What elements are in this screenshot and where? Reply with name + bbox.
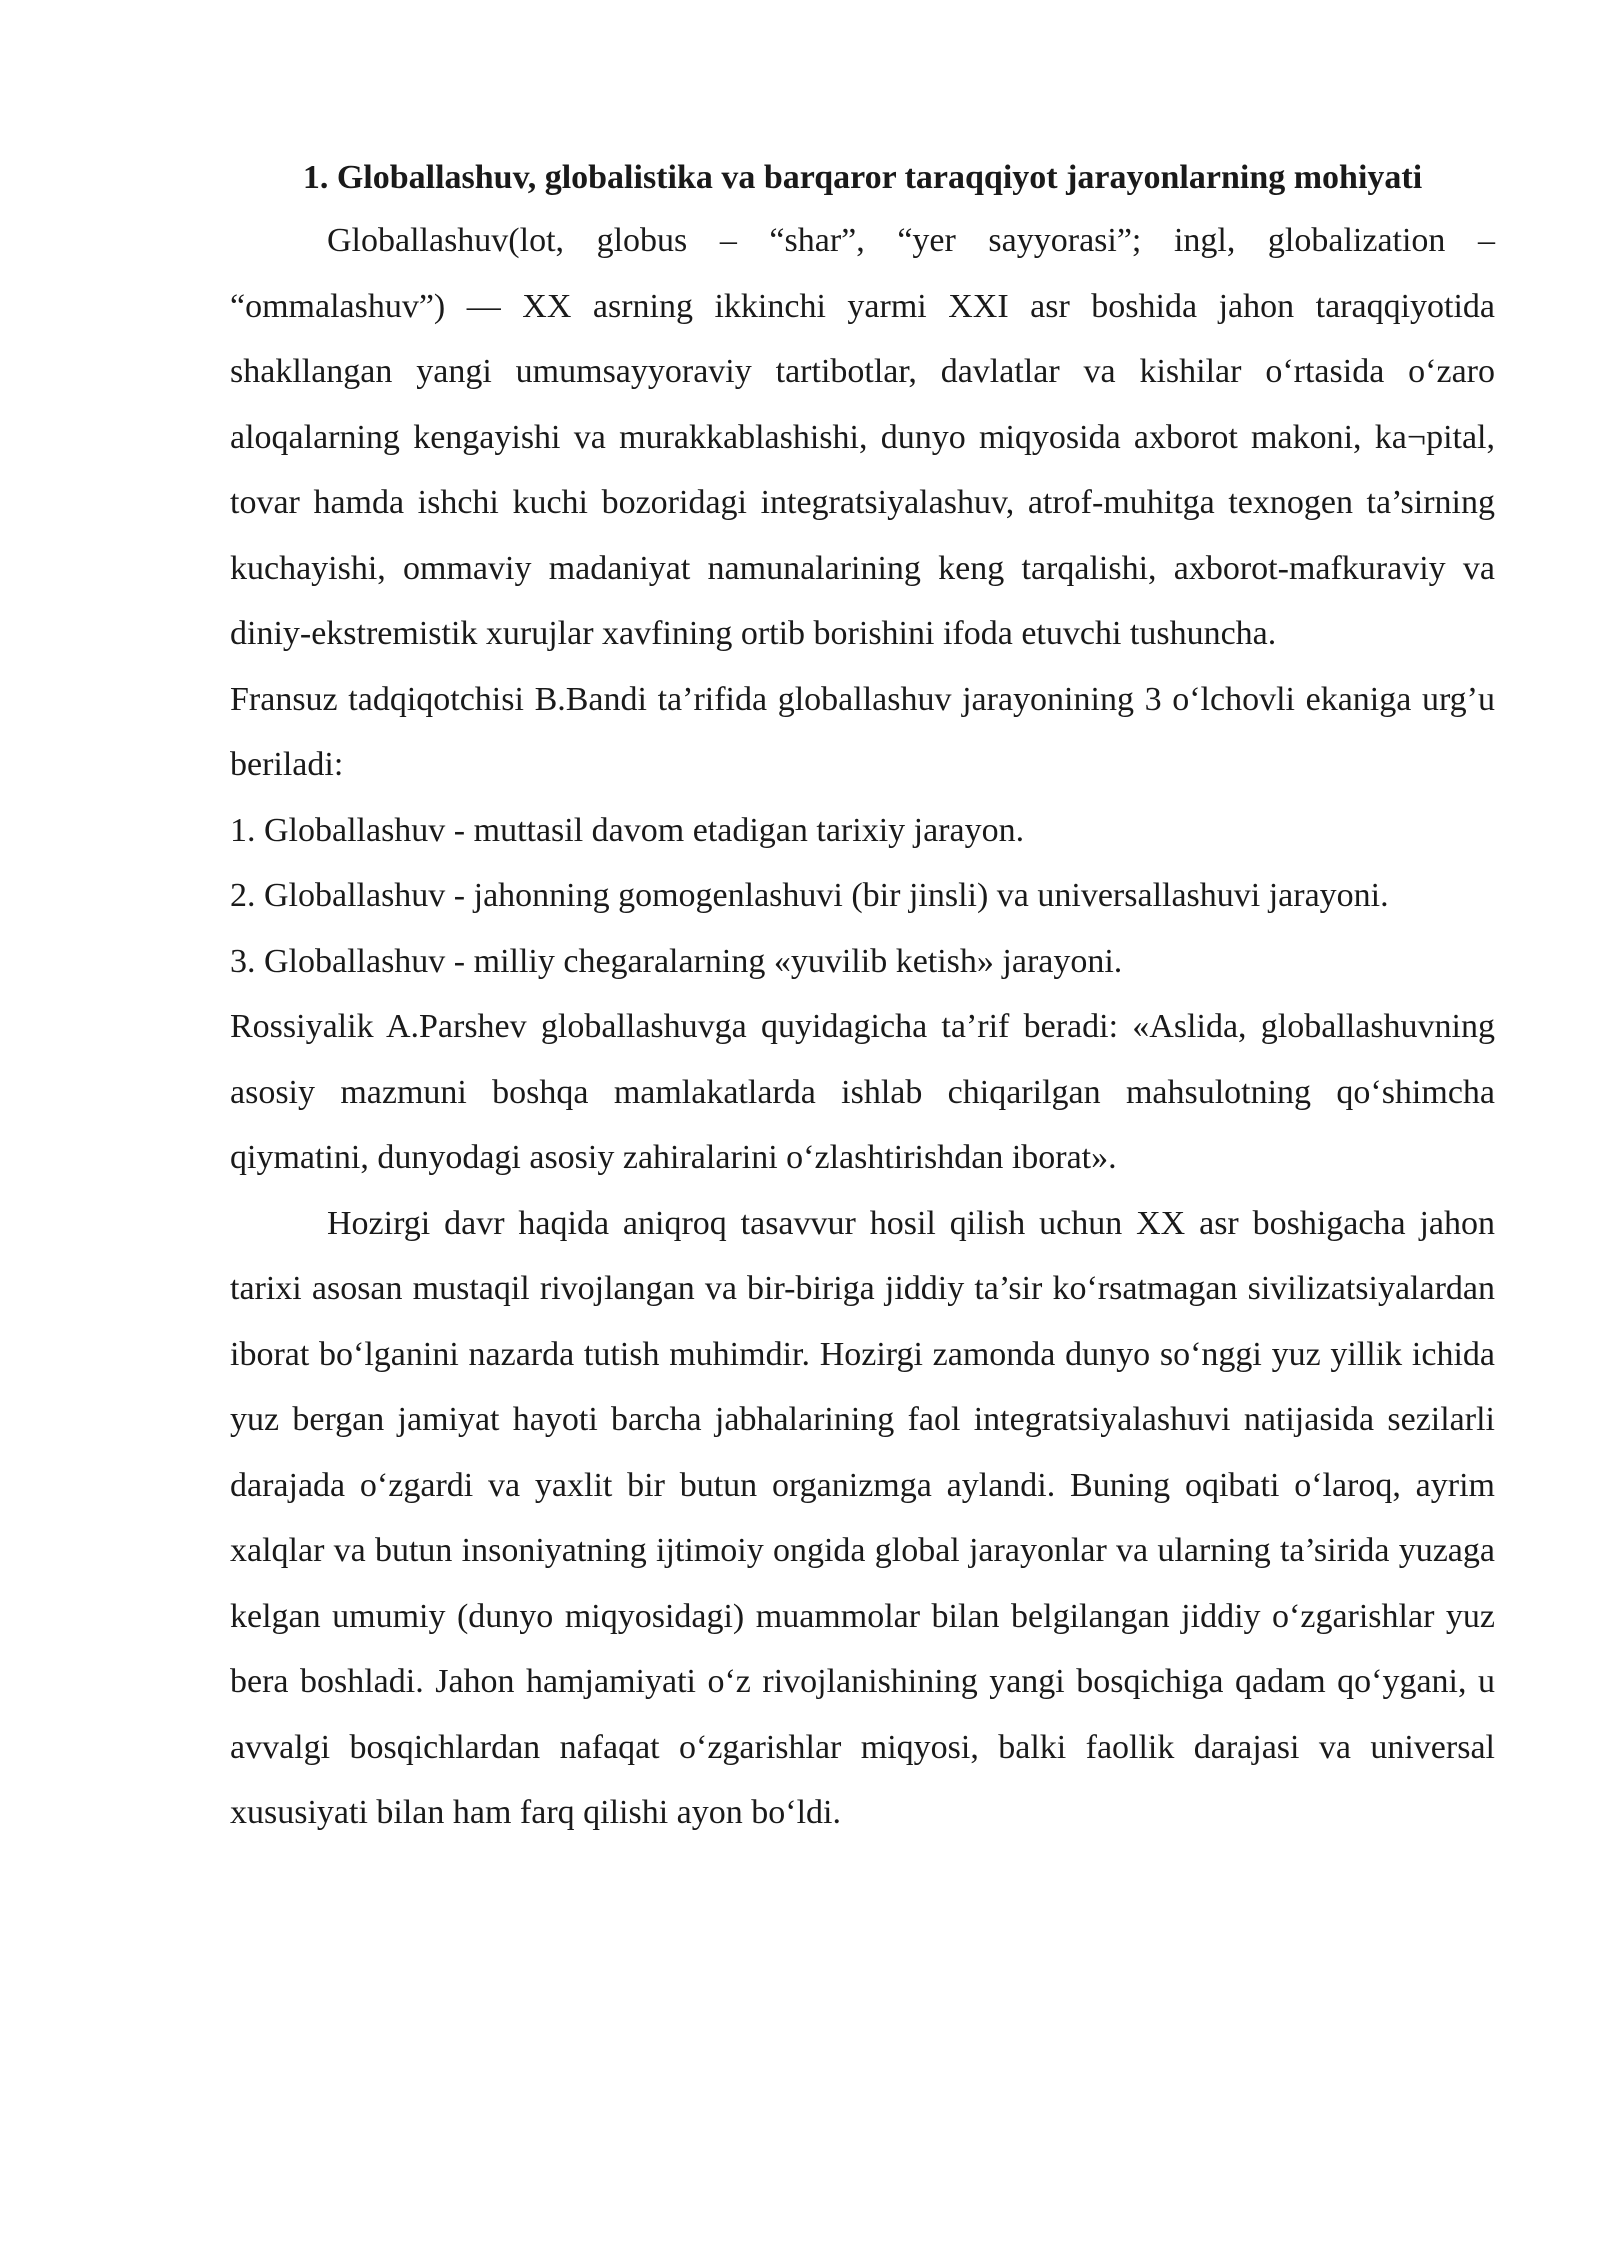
paragraph-bandi-intro: Fransuz tadqiqotchisi B.Bandi ta’rifida globallashuv jarayonining 3 oʻlchovli ekaniga urg’u beriladi: xyxy=(230,680,1495,783)
list-item-1: 1. Globallashuv - muttasil davom etadigan tarixiy jarayon. xyxy=(230,811,1025,849)
paragraph-parshev: Rossiyalik A.Parshev globallashuvga quyidagicha ta’rif beradi: «Aslida, globallashuvning asosiy mazmuni boshqa mamlakatlarda ishlab chiqarilgan mahsulotning qoʻshimcha qiymatini, dunyodagi asosiy zahiralarini oʻzlashtirishdan iborat». xyxy=(230,1008,1495,1176)
section-title: 1. Globallashuv, globalistika va barqaror taraqqiyot jarayonlarning mohiyati xyxy=(302,159,1423,196)
paragraph-definition: Globallashuv(lot, globus – “shar”, “yer sayyorasi”; ingl, globalization – “ommalashuv”) — XX asrning ikkinchi yarmi XXI asr boshida jahon taraqqiyotida shakllangan yangi umumsayyoraviy tartibotlar, davlatlar va kishilar oʻrtasida oʻzaro aloqalarning kengayishi va murakkablashishi, dunyo miqyosida axborot makoni, ka¬pital, tovar hamda ishchi kuchi bozoridagi integratsiyalashuv, atrof-muhitga texnogen ta’sirning kuchayishi, ommaviy madaniyat namunalarining keng tarqalishi, axborot-mafkuraviy va diniy-ekstremistik xurujlar xavfining ortib borishini ifoda etuvchi tushuncha. xyxy=(230,222,1495,652)
list-item-2: 2. Globallashuv - jahonning gomogenlashuvi (bir jinsli) va universallashuvi jarayoni. xyxy=(230,877,1389,914)
list-item-3: 3. Globallashuv - milliy chegaralarning «yuvilib ketish» jarayoni. xyxy=(230,942,1123,980)
document-page xyxy=(230,148,1495,1846)
paragraph-modern-era: Hozirgi davr haqida aniqroq tasavvur hosil qilish uchun XX asr boshigacha jahon tarixi asosan mustaqil rivojlangan va bir-biriga jiddiy ta’sir koʻrsatmagan sivilizatsiyalardan iborat boʻlganini nazarda tutish muhimdir. Hozirgi zamonda dunyo soʻnggi yuz yillik ichida yuz bergan jamiyat hayoti barcha jabhalarining faol integratsiyalashuvi natijasida sezilarli darajada oʻzgardi va yaxlit bir butun organizmga aylandi. Buning oqibati oʻlaroq, ayrim xalqlar va butun insoniyatning ijtimoiy ongida global jarayonlar va ularning ta’sirida yuzaga kelgan umumiy (dunyo miqyosidagi) muammolar bilan belgilangan jiddiy oʻzgarishlar yuz bera boshladi. Jahon hamjamiyati oʻz rivojlanishining yangi bosqichiga qadam qoʻygani, u avvalgi bosqichlardan nafaqat oʻzgarishlar miqyosi, balki faollik darajasi va universal xususiyati bilan ham farq qilishi ayon boʻldi. xyxy=(230,1204,1495,1831)
